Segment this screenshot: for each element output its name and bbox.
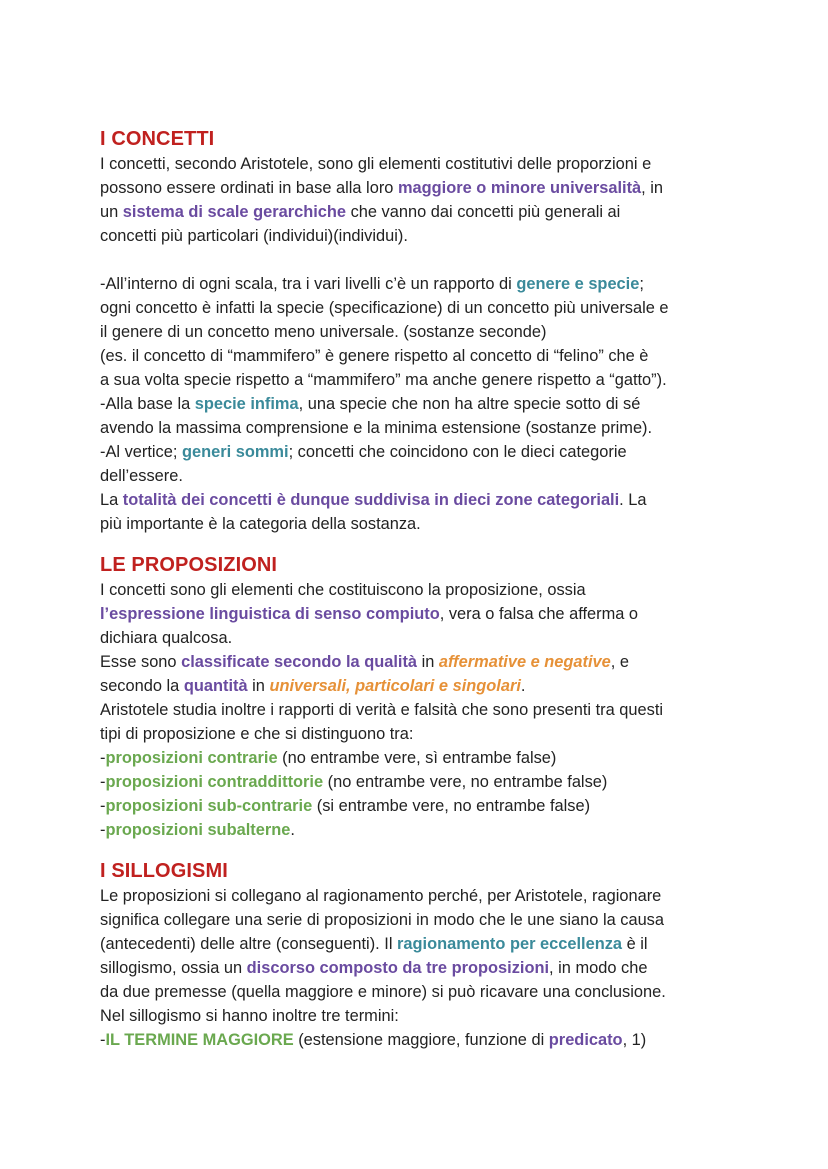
text-line [100, 770, 740, 794]
highlighted-term: generi sommi [181, 443, 289, 461]
text-line [100, 152, 740, 176]
text-run: - [100, 773, 106, 791]
text-run: -Alla base la [100, 395, 195, 413]
highlighted-term: l’espressione linguistica di senso compiuto [100, 605, 440, 623]
text-line [100, 746, 740, 770]
text-run: I concetti sono gli elementi che costituiscono la proposizione, ossia [100, 581, 586, 599]
section-heading: I SILLOGISMI [100, 860, 228, 882]
text-run: , 1) [622, 1031, 647, 1049]
section-body [100, 884, 740, 1052]
text-line [100, 416, 740, 440]
text-run: -All’interno di ogni scala, tra i vari livelli c’è un rapporto di [100, 275, 517, 293]
text-line [100, 344, 740, 368]
text-line [100, 818, 740, 842]
text-run: ogni concetto è infatti la specie (specificazione) di un concetto più universale e [100, 299, 669, 317]
text-run: La [100, 491, 123, 509]
text-run: , in modo che [549, 959, 648, 977]
highlighted-term: discorso composto da tre proposizioni [246, 959, 550, 977]
section-gap [100, 536, 740, 552]
text-line [100, 578, 740, 602]
text-run: ; [639, 275, 644, 293]
text-line [100, 932, 740, 956]
text-run: (antecedenti) delle altre (conseguenti). Il [100, 935, 398, 953]
text-run: , in [641, 179, 664, 197]
text-run: -Al vertice; [100, 443, 182, 461]
text-run: (no entrambe vere, no entrambe false) [323, 773, 608, 791]
highlighted-term: ragionamento per eccellenza [397, 935, 623, 953]
text-run: . [520, 677, 526, 695]
text-line [100, 272, 740, 296]
text-line [100, 320, 740, 344]
highlighted-term: proposizioni subalterne [105, 821, 291, 839]
document-content [100, 126, 740, 1052]
text-line [100, 248, 740, 272]
text-run: dichiara qualcosa. [100, 629, 233, 647]
text-run: in [417, 653, 439, 671]
text-line [100, 176, 740, 200]
text-line [100, 794, 740, 818]
text-run: Esse sono [100, 653, 182, 671]
text-line [100, 956, 740, 980]
section-heading: I CONCETTI [100, 128, 215, 150]
text-line [100, 392, 740, 416]
text-run: I concetti, secondo Aristotele, sono gli elementi costitutivi delle proporzioni e [100, 155, 652, 173]
section-heading: LE PROPOSIZIONI [100, 554, 278, 576]
section-body [100, 152, 740, 536]
highlighted-term: universali, particolari e singolari [269, 677, 521, 695]
text-line [100, 488, 740, 512]
text-line [100, 368, 740, 392]
highlighted-term: affermative e negative [438, 653, 611, 671]
text-line [100, 674, 740, 698]
text-run: da due premesse (quella maggiore e minore) si può ricavare una conclusione. [100, 983, 666, 1001]
highlighted-term: IL TERMINE MAGGIORE [105, 1031, 294, 1049]
text-line [100, 296, 740, 320]
text-line [100, 722, 740, 746]
text-run: . [290, 821, 295, 839]
text-line [100, 626, 740, 650]
text-line [100, 650, 740, 674]
text-line [100, 200, 740, 224]
text-run: . La [619, 491, 647, 509]
text-run: Nel sillogismo si hanno inoltre tre termini: [100, 1007, 399, 1025]
text-run: in [247, 677, 270, 695]
highlighted-term: quantità [183, 677, 248, 695]
text-run: concetti più particolari (individui)(individui). [100, 227, 408, 245]
text-run: - [100, 1031, 106, 1049]
text-run: avendo la massima comprensione e la minima estensione (sostanze prime). [100, 419, 653, 437]
text-line [100, 698, 740, 722]
text-run: a sua volta specie rispetto a “mammifero” ma anche genere rispetto a “gatto”). [100, 371, 667, 389]
text-run: - [100, 749, 106, 767]
text-run: che vanno dai concetti più generali ai [346, 203, 621, 221]
text-run: più importante è la categoria della sostanza. [100, 515, 421, 533]
text-line [100, 884, 740, 908]
text-run: , una specie che non ha altre specie sotto di sé [298, 395, 641, 413]
text-line [100, 602, 740, 626]
text-run: sillogismo, ossia un [100, 959, 247, 977]
text-run: dell’essere. [100, 467, 183, 485]
text-run: secondo la [100, 677, 184, 695]
section-body [100, 578, 740, 842]
text-run: (estensione maggiore, funzione di [293, 1031, 549, 1049]
text-run: un [100, 203, 123, 221]
text-run: ; concetti che coincidono con le dieci categorie [288, 443, 627, 461]
highlighted-term: totalità dei concetti è dunque suddivisa in dieci zone categoriali [122, 491, 620, 509]
text-line [100, 1004, 740, 1028]
highlighted-term: maggiore o minore universalità [397, 179, 642, 197]
text-run: significa collegare una serie di proposizioni in modo che le une siano la causa [100, 911, 664, 929]
highlighted-term: genere e specie [516, 275, 640, 293]
text-line [100, 1028, 740, 1052]
text-run: Aristotele studia inoltre i rapporti di verità e falsità che sono presenti tra questi [100, 701, 664, 719]
text-run: (es. il concetto di “mammifero” è genere rispetto al concetto di “felino” che è [100, 347, 649, 365]
text-run: il genere di un concetto meno universale. (sostanze seconde) [100, 323, 547, 341]
text-line [100, 908, 740, 932]
text-line [100, 980, 740, 1004]
text-run: - [100, 797, 106, 815]
highlighted-term: predicato [548, 1031, 623, 1049]
text-run: , vera o falsa che afferma o [439, 605, 639, 623]
text-line [100, 464, 740, 488]
highlighted-term: sistema di scale gerarchiche [122, 203, 347, 221]
text-run: (si entrambe vere, no entrambe false) [312, 797, 591, 815]
text-line [100, 224, 740, 248]
text-line [100, 440, 740, 464]
text-run: (no entrambe vere, sì entrambe false) [277, 749, 557, 767]
highlighted-term: proposizioni sub-contrarie [105, 797, 313, 815]
text-run: - [100, 821, 106, 839]
highlighted-term: classificate secondo la qualità [181, 653, 418, 671]
text-run: è il [622, 935, 648, 953]
text-line [100, 512, 740, 536]
highlighted-term: proposizioni contraddittorie [105, 773, 324, 791]
text-run: Le proposizioni si collegano al ragionamento perché, per Aristotele, ragionare [100, 887, 662, 905]
text-run: tipi di proposizione e che si distinguono tra: [100, 725, 414, 743]
text-run: , e [610, 653, 630, 671]
section-gap [100, 842, 740, 858]
highlighted-term: specie infima [194, 395, 299, 413]
highlighted-term: proposizioni contrarie [105, 749, 278, 767]
text-run: possono essere ordinati in base alla loro [100, 179, 398, 197]
